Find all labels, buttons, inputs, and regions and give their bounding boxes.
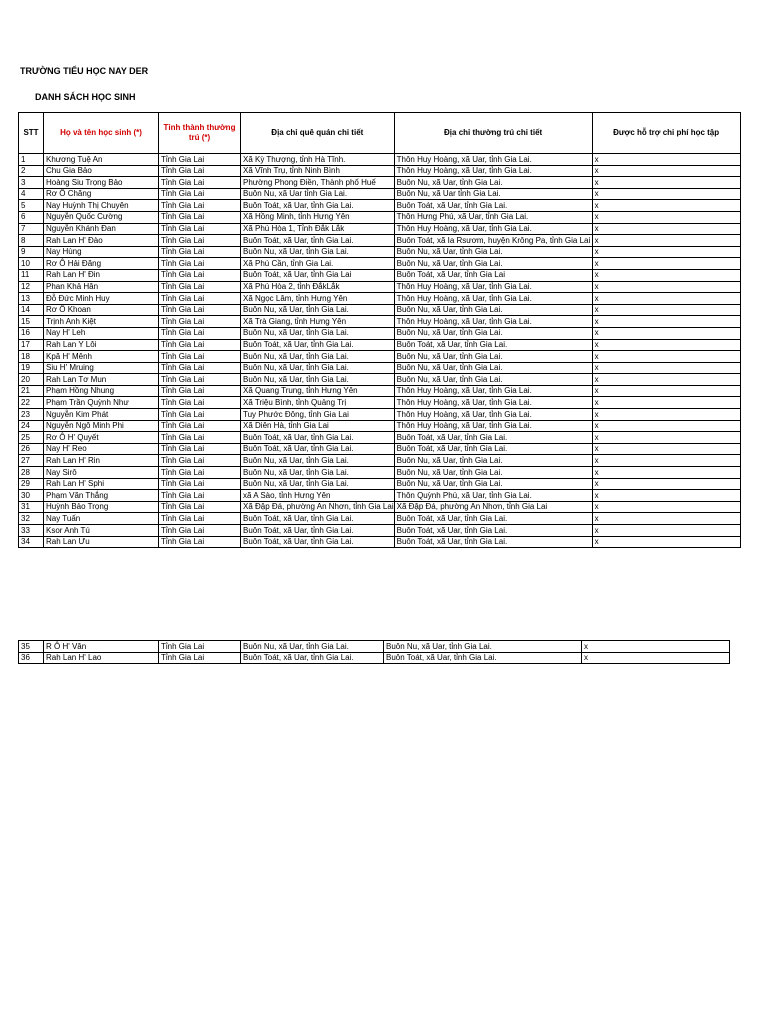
cell-residence: Buôn Toát, xã Uar, tỉnh Gia Lai. [394, 525, 592, 537]
cell-support: x [592, 501, 740, 513]
cell-name: Nay Sirô [44, 467, 159, 479]
cell-name: Siu H' Mruing [44, 362, 159, 374]
cell-province: Tỉnh Gia Lai [159, 200, 241, 212]
cell-name: Rơ Ô Khoan [44, 304, 159, 316]
cell-stt: 14 [19, 304, 44, 316]
table-row [19, 490, 741, 502]
cell-stt: 22 [19, 397, 44, 409]
cell-province: Tỉnh Gia Lai [159, 223, 241, 235]
cell-residence: Thôn Huy Hoàng, xã Uar, tỉnh Gia Lai. [394, 420, 592, 432]
student-table [18, 112, 741, 548]
student-table-continued [18, 640, 730, 664]
cell-residence: Thôn Huy Hoàng, xã Uar, tỉnh Gia Lai. [394, 397, 592, 409]
cell-support: x [592, 154, 740, 166]
cell-stt: 1 [19, 154, 44, 166]
cell-residence: Buôn Nu, xã Uar, tỉnh Gia Lai. [394, 177, 592, 189]
cell-support: x [592, 385, 740, 397]
cell-hometown: Buôn Toát, xã Uar, tỉnh Gia Lai. [241, 339, 395, 351]
cell-hometown: Buôn Toát, xã Uar, tỉnh Gia Lai [241, 269, 395, 281]
cell-name: Rah Lan H' Sphi [44, 478, 159, 490]
cell-stt: 13 [19, 293, 44, 305]
cell-stt: 2 [19, 165, 44, 177]
cell-support: x [592, 513, 740, 525]
cell-hometown: Buôn Nu, xã Uar, tỉnh Gia Lai. [241, 362, 395, 374]
table-row [19, 154, 741, 166]
table-row [19, 316, 741, 328]
cell-hometown: Xã Hồng Minh, tỉnh Hưng Yên [241, 211, 395, 223]
cell-hometown: Buôn Toát, xã Uar, tỉnh Gia Lai. [241, 235, 395, 247]
cell-support: x [592, 397, 740, 409]
cell-support: x [592, 281, 740, 293]
cell-residence: Thôn Huy Hoàng, xã Uar, tỉnh Gia Lai. [394, 281, 592, 293]
cell-support: x [592, 235, 740, 247]
cell-stt: 17 [19, 339, 44, 351]
cell-hometown: Xã Quang Trung, tỉnh Hưng Yên [241, 385, 395, 397]
cell-hometown: Buôn Nu, xã Uar, tỉnh Gia Lai. [241, 374, 395, 386]
cell-name: Rah Lan Y Lôi [44, 339, 159, 351]
cell-name: Nguyễn Ngô Minh Phi [44, 420, 159, 432]
cell-stt: 34 [19, 536, 44, 548]
cell-name: Nguyễn Khánh Đan [44, 223, 159, 235]
cell-support: x [592, 246, 740, 258]
cell-residence: Thôn Huy Hoàng, xã Uar, tỉnh Gia Lai. [394, 293, 592, 305]
cell-residence: Buôn Toát, xã Uar, tỉnh Gia Lai. [394, 339, 592, 351]
cell-stt: 18 [19, 351, 44, 363]
cell-support: x [592, 293, 740, 305]
table-row [19, 652, 730, 664]
table-row [19, 409, 741, 421]
cell-support: x [592, 269, 740, 281]
cell-residence: Buôn Nu, xã Uar, tỉnh Gia Lai. [394, 455, 592, 467]
cell-name: Rah Lan H' Rin [44, 455, 159, 467]
cell-stt: 26 [19, 443, 44, 455]
cell-hometown: Buôn Nu, xã Uar tỉnh Gia Lai. [241, 188, 395, 200]
cell-residence: Buôn Nu, xã Uar, tỉnh Gia Lai. [394, 374, 592, 386]
table-row [19, 246, 741, 258]
header-name: Họ và tên học sinh (*) [44, 113, 159, 154]
cell-province: Tỉnh Gia Lai [159, 443, 241, 455]
cell-name: Nay H' Leh [44, 327, 159, 339]
cell-hometown: Xã Phú Hòa 1, Tỉnh Đắk Lắk [241, 223, 395, 235]
cell-province: Tỉnh Gia Lai [159, 165, 241, 177]
table-row [19, 223, 741, 235]
cell-name: Đỗ Đức Minh Huy [44, 293, 159, 305]
cell-residence: Buôn Nu, xã Uar, tỉnh Gia Lai. [394, 258, 592, 270]
table-row [19, 478, 741, 490]
cell-province: Tỉnh Gia Lai [159, 316, 241, 328]
cell-stt: 35 [19, 641, 44, 653]
cell-support: x [592, 478, 740, 490]
table-row [19, 385, 741, 397]
cell-province: Tỉnh Gia Lai [159, 281, 241, 293]
cell-support: x [592, 467, 740, 479]
table-row [19, 455, 741, 467]
cell-residence: Buôn Nu, xã Uar, tỉnh Gia Lai. [394, 467, 592, 479]
table-row [19, 397, 741, 409]
cell-support: x [592, 455, 740, 467]
cell-hometown: Phường Phong Điền, Thành phố Huế [241, 177, 395, 189]
table-row [19, 258, 741, 270]
cell-residence: Xã Đập Đá, phường An Nhơn, tỉnh Gia Lai [394, 501, 592, 513]
cell-stt: 9 [19, 246, 44, 258]
cell-residence: Buôn Toát, xã Uar, tỉnh Gia Lai. [394, 432, 592, 444]
cell-stt: 29 [19, 478, 44, 490]
cell-stt: 11 [19, 269, 44, 281]
cell-support: x [592, 351, 740, 363]
cell-province: Tỉnh Gia Lai [159, 513, 241, 525]
cell-stt: 15 [19, 316, 44, 328]
cell-hometown: Buôn Nu, xã Uar, tỉnh Gia Lai. [241, 351, 395, 363]
table-row [19, 467, 741, 479]
table-row [19, 200, 741, 212]
cell-name: Phạm Văn Thắng [44, 490, 159, 502]
cell-support: x [592, 211, 740, 223]
cell-stt: 3 [19, 177, 44, 189]
table-row [19, 536, 741, 548]
cell-hometown: Xã Kỳ Thượng, tỉnh Hà Tĩnh. [241, 154, 395, 166]
cell-name: Nay Hùng [44, 246, 159, 258]
cell-support: x [592, 316, 740, 328]
cell-name: Rah Lan Tơ Mun [44, 374, 159, 386]
header-hometown: Địa chỉ quê quán chi tiết [241, 113, 395, 154]
table-row [19, 165, 741, 177]
cell-stt: 12 [19, 281, 44, 293]
header-province: Tỉnh thành thường trú (*) [159, 113, 241, 154]
table-row [19, 501, 741, 513]
cell-name: Chu Gia Bảo [44, 165, 159, 177]
cell-stt: 19 [19, 362, 44, 374]
table-row [19, 177, 741, 189]
header-support: Được hỗ trợ chi phí học tập [592, 113, 740, 154]
cell-residence: Buôn Nu, xã Uar, tỉnh Gia Lai. [394, 478, 592, 490]
table-row [19, 351, 741, 363]
cell-residence: Thôn Quỳnh Phú, xã Uar, tỉnh Gia Lai. [394, 490, 592, 502]
cell-residence: Buôn Nu, xã Uar, tỉnh Gia Lai. [394, 351, 592, 363]
cell-support: x [592, 188, 740, 200]
table-row [19, 525, 741, 537]
cell-hometown: Buôn Nu, xã Uar, tỉnh Gia Lai. [241, 304, 395, 316]
cell-residence: Buôn Nu, xã Uar tỉnh Gia Lai. [394, 188, 592, 200]
cell-province: Tỉnh Gia Lai [159, 490, 241, 502]
cell-hometown: Buôn Nu, xã Uar, tỉnh Gia Lai. [241, 327, 395, 339]
cell-support: x [592, 420, 740, 432]
cell-name: Kpă H' Mênh [44, 351, 159, 363]
cell-residence: Thôn Huy Hoàng, xã Uar, tỉnh Gia Lai. [394, 223, 592, 235]
cell-residence: Thôn Huy Hoàng, xã Uar, tỉnh Gia Lai. [394, 316, 592, 328]
cell-province: Tỉnh Gia Lai [159, 525, 241, 537]
cell-province: Tỉnh Gia Lai [159, 432, 241, 444]
cell-province: Tỉnh Gia Lai [159, 269, 241, 281]
cell-support: x [592, 304, 740, 316]
cell-hometown: Buôn Toát, xã Uar, tỉnh Gia Lai. [241, 200, 395, 212]
cell-province: Tỉnh Gia Lai [159, 154, 241, 166]
school-name: TRƯỜNG TIỂU HỌC NAY DER [20, 66, 149, 76]
cell-name: Hoàng Siu Trọng Bảo [44, 177, 159, 189]
cell-province: Tỉnh Gia Lai [159, 420, 241, 432]
cell-hometown: Buôn Toát, xã Uar, tỉnh Gia Lai. [241, 432, 395, 444]
table-row [19, 420, 741, 432]
table-row [19, 327, 741, 339]
cell-support: x [592, 536, 740, 548]
table-row [19, 374, 741, 386]
cell-hometown: Xã Diên Hà, tỉnh Gia Lai [241, 420, 395, 432]
table-row [19, 211, 741, 223]
cell-support: x [592, 165, 740, 177]
cell-residence: Buôn Toát, xã Uar, tỉnh Gia Lai. [394, 536, 592, 548]
cell-residence: Buôn Nu, xã Uar, tỉnh Gia Lai. [394, 327, 592, 339]
cell-hometown: Buôn Nu, xã Uar, tỉnh Gia Lai. [241, 478, 395, 490]
cell-name: Trịnh Anh Kiệt [44, 316, 159, 328]
cell-province: Tỉnh Gia Lai [159, 652, 241, 664]
cell-province: Tỉnh Gia Lai [159, 478, 241, 490]
cell-province: Tỉnh Gia Lai [159, 374, 241, 386]
cell-stt: 36 [19, 652, 44, 664]
cell-province: Tỉnh Gia Lai [159, 293, 241, 305]
cell-name: Phan Khả Hân [44, 281, 159, 293]
cell-support: x [592, 200, 740, 212]
table-row [19, 432, 741, 444]
cell-province: Tỉnh Gia Lai [159, 235, 241, 247]
cell-residence: Buôn Toát, xã Uar, tỉnh Gia Lai. [384, 652, 582, 664]
table-row [19, 362, 741, 374]
table-row [19, 443, 741, 455]
header-residence: Địa chỉ thường trú chi tiết [394, 113, 592, 154]
cell-name: Phạm Trần Quỳnh Như [44, 397, 159, 409]
cell-province: Tỉnh Gia Lai [159, 536, 241, 548]
cell-stt: 21 [19, 385, 44, 397]
cell-province: Tỉnh Gia Lai [159, 327, 241, 339]
cell-hometown: Buôn Toát, xã Uar, tỉnh Gia Lai. [241, 443, 395, 455]
cell-name: R Ô H' Vân [44, 641, 159, 653]
cell-province: Tỉnh Gia Lai [159, 188, 241, 200]
table-row [19, 513, 741, 525]
table-row [19, 293, 741, 305]
cell-residence: Buôn Nu, xã Uar, tỉnh Gia Lai. [394, 246, 592, 258]
cell-hometown: Buôn Toát, xã Uar, tỉnh Gia Lai. [241, 513, 395, 525]
cell-province: Tỉnh Gia Lai [159, 397, 241, 409]
cell-province: Tỉnh Gia Lai [159, 258, 241, 270]
cell-stt: 5 [19, 200, 44, 212]
cell-hometown: Xã Triệu Bình, tỉnh Quảng Trị [241, 397, 395, 409]
cell-stt: 30 [19, 490, 44, 502]
cell-province: Tỉnh Gia Lai [159, 409, 241, 421]
cell-hometown: Buôn Toát, xã Uar, tỉnh Gia Lai. [241, 652, 384, 664]
cell-support: x [592, 177, 740, 189]
header-row [19, 113, 741, 154]
cell-hometown: Buôn Nu, xã Uar, tỉnh Gia Lai. [241, 641, 384, 653]
cell-support: x [592, 362, 740, 374]
cell-province: Tỉnh Gia Lai [159, 362, 241, 374]
cell-residence: Buôn Toát, xã Uar, tỉnh Gia Lai [394, 269, 592, 281]
cell-stt: 7 [19, 223, 44, 235]
cell-stt: 27 [19, 455, 44, 467]
table-row [19, 641, 730, 653]
cell-residence: Buôn Nu, xã Uar, tỉnh Gia Lai. [394, 304, 592, 316]
cell-name: Rah Lan H' Đin [44, 269, 159, 281]
cell-stt: 32 [19, 513, 44, 525]
cell-name: Ksor Anh Tú [44, 525, 159, 537]
cell-province: Tỉnh Gia Lai [159, 177, 241, 189]
cell-stt: 24 [19, 420, 44, 432]
table-row [19, 281, 741, 293]
cell-hometown: Xã Đập Đá, phường An Nhơn, tỉnh Gia Lai [241, 501, 395, 513]
cell-support: x [592, 409, 740, 421]
cell-province: Tỉnh Gia Lai [159, 246, 241, 258]
cell-hometown: Buôn Nu, xã Uar, tỉnh Gia Lai. [241, 467, 395, 479]
cell-residence: Thôn Huy Hoàng, xã Uar, tỉnh Gia Lai. [394, 409, 592, 421]
table-row [19, 188, 741, 200]
cell-hometown: Buôn Toát, xã Uar, tỉnh Gia Lai. [241, 536, 395, 548]
table-row [19, 304, 741, 316]
cell-hometown: Xã Ngọc Lâm, tỉnh Hưng Yên [241, 293, 395, 305]
cell-name: Huỳnh Bảo Trọng [44, 501, 159, 513]
cell-support: x [592, 223, 740, 235]
cell-name: Nay Huỳnh Thị Chuyên [44, 200, 159, 212]
cell-hometown: Xã Trà Giang, tỉnh Hưng Yên [241, 316, 395, 328]
cell-residence: Buôn Toát, xã Uar, tỉnh Gia Lai. [394, 200, 592, 212]
cell-name: Phạm Hồng Nhung [44, 385, 159, 397]
cell-province: Tỉnh Gia Lai [159, 211, 241, 223]
cell-support: x [592, 490, 740, 502]
cell-support: x [582, 641, 730, 653]
cell-residence: Buôn Toát, xã Ia Rsươm, huyện Krông Pa, tỉnh Gia Lai [394, 235, 592, 247]
cell-province: Tỉnh Gia Lai [159, 455, 241, 467]
cell-name: Rah Lan Ưu [44, 536, 159, 548]
cell-stt: 20 [19, 374, 44, 386]
cell-name: Rah Lan H' Đào [44, 235, 159, 247]
cell-residence: Buôn Nu, xã Uar, tỉnh Gia Lai. [384, 641, 582, 653]
cell-stt: 10 [19, 258, 44, 270]
cell-name: Rah Lan H' Lao [44, 652, 159, 664]
cell-name: Rơ Ô H' Quyết [44, 432, 159, 444]
cell-hometown: Tuy Phước Đông, tỉnh Gia Lai [241, 409, 395, 421]
cell-stt: 28 [19, 467, 44, 479]
cell-stt: 31 [19, 501, 44, 513]
cell-hometown: Xã Phú Hòa 2, tỉnh ĐắkLắk [241, 281, 395, 293]
cell-hometown: Buôn Nu, xã Uar, tỉnh Gia Lai. [241, 455, 395, 467]
cell-support: x [592, 432, 740, 444]
cell-residence: Buôn Toát, xã Uar, tỉnh Gia Lai. [394, 443, 592, 455]
cell-support: x [592, 443, 740, 455]
cell-stt: 8 [19, 235, 44, 247]
cell-province: Tỉnh Gia Lai [159, 467, 241, 479]
cell-support: x [582, 652, 730, 664]
cell-name: Khương Tuệ An [44, 154, 159, 166]
cell-name: Nguyễn Kim Phát [44, 409, 159, 421]
cell-support: x [592, 525, 740, 537]
cell-province: Tỉnh Gia Lai [159, 641, 241, 653]
table-row [19, 339, 741, 351]
cell-hometown: Xã Phú Cần, tỉnh Gia Lai. [241, 258, 395, 270]
cell-residence: Thôn Huy Hoàng, xã Uar, tỉnh Gia Lai. [394, 165, 592, 177]
cell-stt: 33 [19, 525, 44, 537]
cell-support: x [592, 327, 740, 339]
cell-province: Tỉnh Gia Lai [159, 304, 241, 316]
header-stt: STT [19, 113, 44, 154]
cell-hometown: Buôn Toát, xã Uar, tỉnh Gia Lai. [241, 525, 395, 537]
cell-support: x [592, 374, 740, 386]
cell-stt: 16 [19, 327, 44, 339]
cell-stt: 23 [19, 409, 44, 421]
cell-residence: Thôn Huy Hoàng, xã Uar, tỉnh Gia Lai. [394, 385, 592, 397]
cell-province: Tỉnh Gia Lai [159, 385, 241, 397]
cell-residence: Buôn Nu, xã Uar, tỉnh Gia Lai. [394, 362, 592, 374]
table-row [19, 235, 741, 247]
cell-stt: 4 [19, 188, 44, 200]
cell-name: Rơ Ô Hải Đăng [44, 258, 159, 270]
cell-support: x [592, 339, 740, 351]
cell-support: x [592, 258, 740, 270]
cell-stt: 25 [19, 432, 44, 444]
cell-residence: Thôn Hưng Phú, xã Uar, tỉnh Gia Lai. [394, 211, 592, 223]
cell-hometown: Xã Vĩnh Trụ, tỉnh Ninh Bình [241, 165, 395, 177]
cell-hometown: xã A Sào, tỉnh Hưng Yên [241, 490, 395, 502]
cell-province: Tỉnh Gia Lai [159, 351, 241, 363]
cell-residence: Thôn Huy Hoàng, xã Uar, tỉnh Gia Lai. [394, 154, 592, 166]
cell-stt: 6 [19, 211, 44, 223]
cell-name: Nguyễn Quốc Cường [44, 211, 159, 223]
cell-name: Nay H' Reo [44, 443, 159, 455]
cell-residence: Buôn Toát, xã Uar, tỉnh Gia Lai. [394, 513, 592, 525]
cell-province: Tỉnh Gia Lai [159, 501, 241, 513]
cell-name: Rơ Ô Chăng [44, 188, 159, 200]
list-title: DANH SÁCH HỌC SINH [35, 92, 136, 102]
table-row [19, 269, 741, 281]
cell-name: Nay Tuấn [44, 513, 159, 525]
cell-hometown: Buôn Nu, xã Uar, tỉnh Gia Lai. [241, 246, 395, 258]
cell-province: Tỉnh Gia Lai [159, 339, 241, 351]
